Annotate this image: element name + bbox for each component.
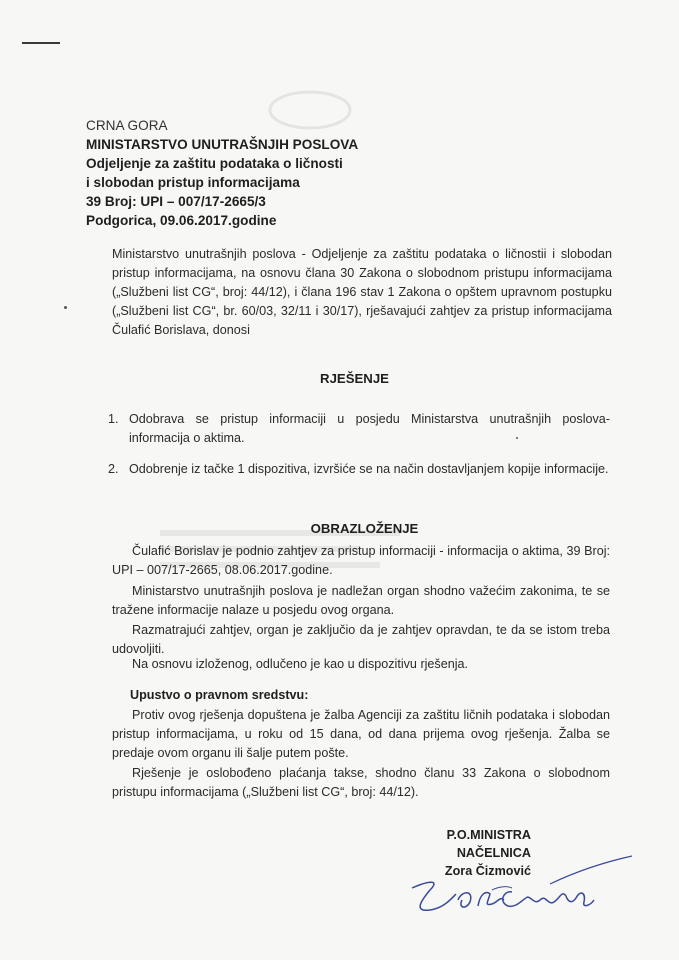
intro-paragraph	[112, 245, 612, 340]
reasoning-paragraph: Na osnovu izloženog, odlučeno je kao u dispozitivu rješenja.	[132, 657, 469, 671]
list-item-text: Odobrava se pristup informaciji u posjedu Ministarstva unutrašnjih poslova- informacija o aktima.	[129, 412, 610, 445]
list-item-number: 1.	[108, 412, 119, 426]
document-header	[86, 116, 358, 230]
department-line-1: Odjeljenje za zaštitu podataka o ličnosti	[86, 156, 343, 171]
legal-remedy-title: Upustvo o pravnom sredstvu:	[130, 688, 309, 702]
signatory-role-2: NAČELNICA	[456, 846, 531, 860]
department-line-2: i slobodan pristup informacijama	[86, 175, 300, 190]
legal-remedy-text: Protiv ovog rješenja dopuštena je žalba Agenciji za zaštitu ličnih podataka i slobodan pristup informacijama, u roku od 15 dana, od dana prijema ovog rješenja. Žalba se predaje ovom organu ili šalje putem pošte.	[112, 708, 610, 760]
reasoning-paragraph: Ministarstvo unutrašnjih poslova je nadležan organ shodno važećim zakonima, te se tražene informacije nalaze u posjedu ovog organa.	[112, 584, 610, 617]
list-item-number: 2.	[108, 462, 119, 476]
decision-title: RJEŠENJE	[320, 371, 389, 386]
handwritten-signature-icon	[400, 850, 640, 930]
intro-text: Ministarstvo unutrašnjih poslova - Odjeljenje za zaštitu podataka o ličnostii i slobodan pristup informacijama, na osnovu člana 30 Zakona o slobodnom pristupu informacijama („Službeni list CG“, broj: 44/12), i člana 196 stav 1 Zakona o opštem upravnom postupku („Službeni list CG“, br. 60/03, 32/11 i 30/17), rješavajući zahtjev za pristup informacijama Čulafić Borislava, donosi	[112, 247, 612, 337]
ministry-name: MINISTARSTVO UNUTRAŠNJIH POSLOVA	[86, 137, 359, 152]
list-item	[100, 410, 610, 448]
scan-edge-mark	[22, 42, 60, 44]
reference-number: 39 Broj: UPI – 007/17-2665/3	[86, 194, 266, 209]
place-date: Podgorica, 09.06.2017.godine	[86, 213, 277, 228]
fee-note: Rješenje je oslobođeno plaćanja takse, shodno članu 33 Zakona o slobodnom pristupu informacijama („Službeni list CG“, broj: 44/12).	[112, 766, 610, 799]
decision-list	[100, 410, 610, 479]
reasoning-paragraph: Razmatrajući zahtjev, organ je zaključio da je zahtjev opravdan, te da se istom treba udovoljiti.	[112, 623, 610, 656]
reasoning-paragraph: Čulafić Borislav je podnio zahtjev za pristup informaciji - informacija o aktima, 39 Broj: UPI – 007/17-2665, 08.06.2017.godine.	[112, 544, 610, 577]
country-name: CRNA GORA	[86, 118, 168, 133]
scan-dot	[64, 306, 67, 309]
list-item	[100, 460, 610, 479]
list-item-text: Odobrenje iz tačke 1 dispozitiva, izvršiće se na način dostavljanjem kopije informacije.	[129, 462, 609, 476]
signatory-role-1: P.O.MINISTRA	[446, 828, 531, 842]
signatory-name: Zora Čizmović	[444, 864, 531, 878]
reasoning-title: OBRAZLOŽENJE	[310, 521, 419, 536]
